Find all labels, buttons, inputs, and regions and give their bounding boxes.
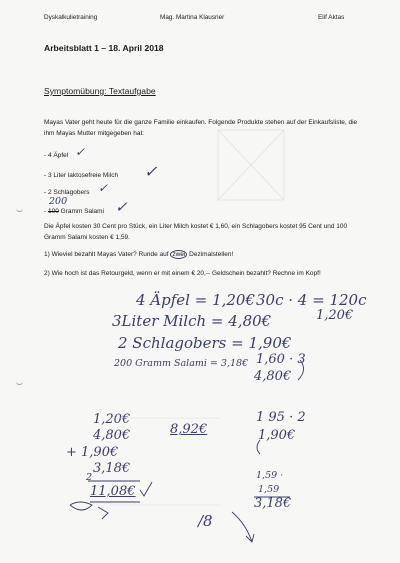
sum-line-1: 1,20€ xyxy=(93,412,131,427)
teacher-name: Mag. Martina Klausner xyxy=(160,14,225,21)
handwritten-apples-result: 1,20€ xyxy=(316,308,354,323)
sum-line-2: 4,80€ xyxy=(93,428,131,443)
list-item-prefix: - xyxy=(44,208,47,215)
question-1-tail: Dezimalstellen! xyxy=(189,251,234,258)
handwritten-salami: 200 Gramm Salami = 3,18€ xyxy=(114,358,249,369)
sum-total: 11,08€ xyxy=(90,484,136,499)
sketch-strokes xyxy=(70,360,304,542)
student-name: Elif Aktas xyxy=(318,14,345,21)
section-heading: Symptomübung: Textaufgabe xyxy=(44,86,156,96)
sum-carry: 2 xyxy=(86,472,93,483)
handwritten-apples: 4 Äpfel = 1,20€ xyxy=(136,291,256,309)
check-mark-icon: ✓ xyxy=(144,162,158,181)
quantity-correction: 200 xyxy=(49,196,68,207)
worksheet-title: Arbeitsblatt 1 – 18. April 2018 xyxy=(44,43,164,53)
change-amount: 8,92€ xyxy=(170,422,208,437)
intro-paragraph: Mayas Vater geht heute für die ganze Familie einkaufen. Folgende Produkte stehen auf der Einkaufsliste, die ihm Mayas Mutter mitgegeben hat: xyxy=(44,119,358,137)
cream-result: 1,90€ xyxy=(258,428,296,443)
salami-calc-1: 1,59 · xyxy=(256,470,284,481)
list-item-label: Gramm Salami xyxy=(60,208,104,215)
salami-calc-3: 3,18€ xyxy=(254,496,292,511)
course-name: Dyskalkulietraining xyxy=(44,14,98,21)
sum-line-4: 3,18€ xyxy=(93,461,131,476)
check-mark-icon: ✓ xyxy=(115,198,128,216)
cream-calc: 1 95 · 2 xyxy=(256,410,306,425)
handwritten-milk: 3Liter Milch = 4,80€ xyxy=(112,312,272,330)
prices-paragraph: Die Äpfel kosten 30 Cent pro Stück, ein Liter Milch kostet € 1,60, ein Schlagobers kostet 95 Cent und 100 Gramm Salami kosten € 1,59. xyxy=(44,223,348,241)
question-2: 2) Wie hoch ist das Retourgeld, wenn er mit einem € 20,-- Geldschein bezahlt? Rechne im Kopf! xyxy=(44,270,321,277)
list-item-label: - 2 Schlagobers xyxy=(44,189,90,196)
handwritten-cream: 2 Schlagobers = 1,90€ xyxy=(118,334,292,352)
list-item-label: - 4 Äpfel xyxy=(44,152,69,159)
question-1-text: 1) Wieviel bezahlt Mayas Vater? Runde auf xyxy=(44,251,169,258)
check-mark-icon: ✓ xyxy=(75,145,86,159)
circled-word: zwei xyxy=(172,251,186,258)
list-item-label: - 3 Liter laktosefreie Milch xyxy=(44,172,119,179)
check-mark-icon: ✓ xyxy=(98,181,109,195)
sum-line-3: + 1,90€ xyxy=(66,445,119,460)
show-through-marks xyxy=(110,130,284,505)
salami-calc-2: 1,59 xyxy=(258,484,280,495)
struck-quantity: 100 xyxy=(47,208,59,215)
handwritten-milk-result: 4,80€ xyxy=(254,369,292,384)
margin-note: /8 xyxy=(198,512,213,530)
handwritten-apples-calc: 30c · 4 = 120c xyxy=(256,291,367,309)
handwritten-milk-calc: 1,60 · 3 xyxy=(256,352,306,367)
